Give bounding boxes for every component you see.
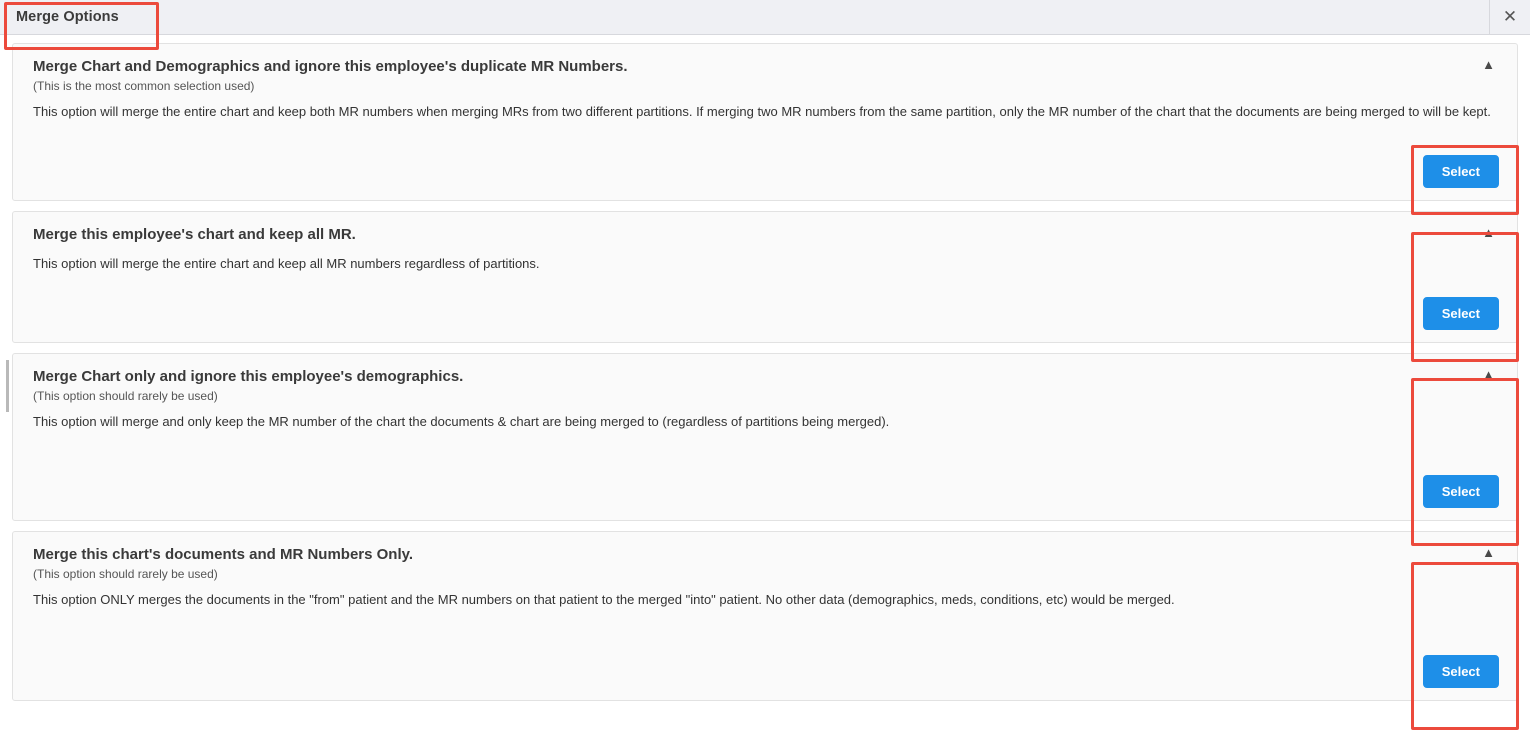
- option-4-subtitle: (This option should rarely be used): [33, 566, 218, 581]
- select-button-option-2[interactable]: Select: [1423, 297, 1499, 330]
- option-1-subtitle: (This is the most common selection used): [33, 78, 255, 93]
- merge-option-4[interactable]: [12, 531, 1518, 701]
- close-icon[interactable]: ✕: [1489, 0, 1530, 34]
- option-3-title: Merge Chart only and ignore this employee's demographics.: [33, 368, 464, 385]
- option-2-description: This option will merge the entire chart and keep all MR numbers regardless of partitions.: [33, 255, 540, 271]
- options-list: [0, 35, 1530, 701]
- option-1-description: This option will merge the entire chart and keep both MR numbers when merging MRs from two different partitions. If merging two MR numbers from the same partition, only the MR number of the chart that the documents are being merged to will be kept.: [33, 103, 1491, 119]
- merge-option-2[interactable]: [12, 211, 1518, 343]
- merge-option-1[interactable]: [12, 43, 1518, 201]
- scroll-rail[interactable]: [6, 360, 9, 412]
- option-3-subtitle: (This option should rarely be used): [33, 388, 218, 403]
- collapse-up-icon[interactable]: ▲: [1482, 57, 1495, 72]
- collapse-up-icon[interactable]: ▲: [1482, 545, 1495, 560]
- option-1-title: Merge Chart and Demographics and ignore this employee's duplicate MR Numbers.: [33, 58, 628, 75]
- option-3-description: This option will merge and only keep the MR number of the chart the documents & chart are being merged to (regardless of partitions being merged).: [33, 413, 890, 429]
- option-2-title: Merge this employee's chart and keep all MR.: [33, 226, 356, 243]
- select-button-option-3[interactable]: Select: [1423, 475, 1499, 508]
- collapse-up-icon[interactable]: ▲: [1482, 367, 1495, 382]
- dialog-title: Merge Options: [16, 9, 119, 25]
- select-button-option-1[interactable]: Select: [1423, 155, 1499, 188]
- option-4-title: Merge this chart's documents and MR Numbers Only.: [33, 546, 414, 563]
- select-button-option-4[interactable]: Select: [1423, 655, 1499, 688]
- collapse-up-icon[interactable]: ▲: [1482, 225, 1495, 240]
- dialog-titlebar: [0, 0, 1530, 35]
- merge-option-3[interactable]: [12, 353, 1518, 521]
- option-4-description: This option ONLY merges the documents in the "from" patient and the MR numbers on that patient to the merged "into" patient. No other data (demographics, meds, conditions, etc) would be merged.: [33, 591, 1175, 607]
